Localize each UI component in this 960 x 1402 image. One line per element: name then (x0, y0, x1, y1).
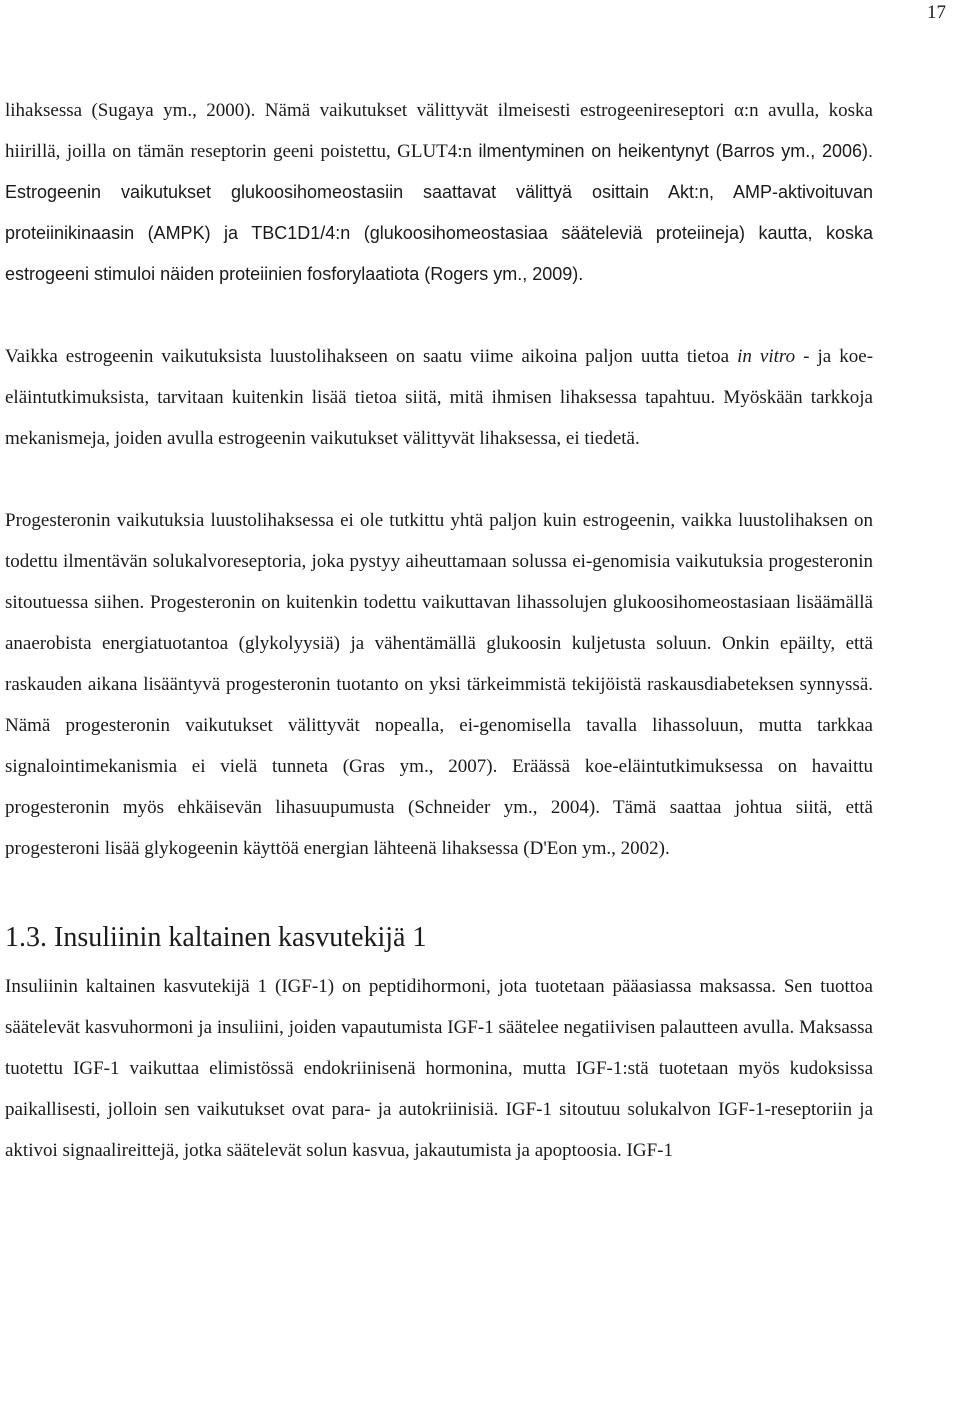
paragraph-gap (5, 295, 873, 336)
italic-term: in vitro (737, 346, 796, 367)
paragraph-text-sans: ilmentyminen on heikentynyt (Barros ym., 2006). Estrogeenin vaikutukset glukoosihomeostasiin saattavat välittyä osittain Akt:n, AMP-aktivoituvan proteiinikinaasin (AMPK) ja TBC1D1/4:n (glukoosihomeostasiaa sääteleviä proteiineja) kautta, koska estrogeeni stimuloi näiden proteiinien fosforylaatiota (Rogers ym., 2009). (5, 141, 873, 284)
paragraph-text-serif: lihaksessa (Sugaya ym., 2000). Nämä vaikutukset välittyvät ilmeisesti estrogeenireseptori α:n avulla, koska hiirillä, joilla on tämän reseptorin geeni poistettu, GLUT4:n (5, 100, 873, 162)
paragraph-text: - ja koe-eläintutkimuksista, tarvitaan kuitenkin lisää tietoa siitä, mitä ihmisen lihaksessa tapahtuu. Myöskään tarkkoja mekanismeja, joiden avulla estrogeenin vaikutukset välittyvät lihaksessa, ei tiedetä. (5, 346, 874, 449)
paragraph-igf1: Insuliinin kaltainen kasvutekijä 1 (IGF-1) on peptidihormoni, jota tuotetaan pääasiassa maksassa. Sen tuottoa säätelevät kasvuhormoni ja insuliini, joiden vapautumista IGF-1 säätelee negatiivisen palautteen avulla. Maksassa tuotettu IGF-1 vaikuttaa elimistössä endokriinisenä hormonina, mutta IGF-1:stä tuotetaan myös kudoksissa paikallisesti, jolloin sen vaikutukset ovat para- ja autokriinisiä. IGF-1 sitoutuu solukalvon IGF-1-reseptoriin ja aktivoi signaalireittejä, jotka säätelevät solun kasvua, jakautumista ja apoptoosia. IGF-1 (5, 976, 873, 1161)
page-number: 17 (927, 2, 946, 23)
paragraph-text: Vaikka estrogeenin vaikutuksista luustolihakseen on saatu viime aikoina paljon uutta tietoa (5, 346, 730, 367)
paragraph-estrogen-glucose (5, 90, 873, 295)
section-heading: 1.3. Insuliinin kaltainen kasvutekijä 1 (5, 922, 427, 953)
paragraph-progesterone: Progesteronin vaikutuksia luustolihaksessa ei ole tutkittu yhtä paljon kuin estrogeenin, vaikka luustolihaksen on todettu ilmentävän solukalvoreseptoria, joka pystyy aiheuttamaan solussa ei-genomisia vaikutuksia progesteronin sitoutuessa siihen. Progesteronin on kuitenkin todettu vaikuttavan lihassolujen glukoosihomeostasiaan lisäämällä anaerobista energiatuotantoa (glykolyysiä) ja vähentämällä glukoosin kuljetusta soluun. Onkin epäilty, että raskauden aikana lisääntyvä progesteronin tuotanto on yksi tärkeimmistä tekijöistä raskausdiabeteksen synnyssä. Nämä progesteronin vaikutukset välittyvät nopealla, ei-genomisella tavalla lihassoluun, mutta tarkkaa signalointimekanismia ei vielä tunneta (Gras ym., 2007). Eräässä koe-eläintutkimuksessa on havaittu progesteronin myös ehkäisevän lihasuupumusta (Schneider ym., 2004). Tämä saattaa johtua siitä, että progesteroni lisää glykogeenin käyttöä energian lähteenä lihaksessa (D'Eon ym., 2002). (5, 510, 873, 859)
paragraph-gap (5, 459, 873, 500)
paragraph-estrogen-research (5, 336, 873, 459)
page-body (5, 90, 873, 1171)
paragraph-gap (5, 869, 873, 910)
